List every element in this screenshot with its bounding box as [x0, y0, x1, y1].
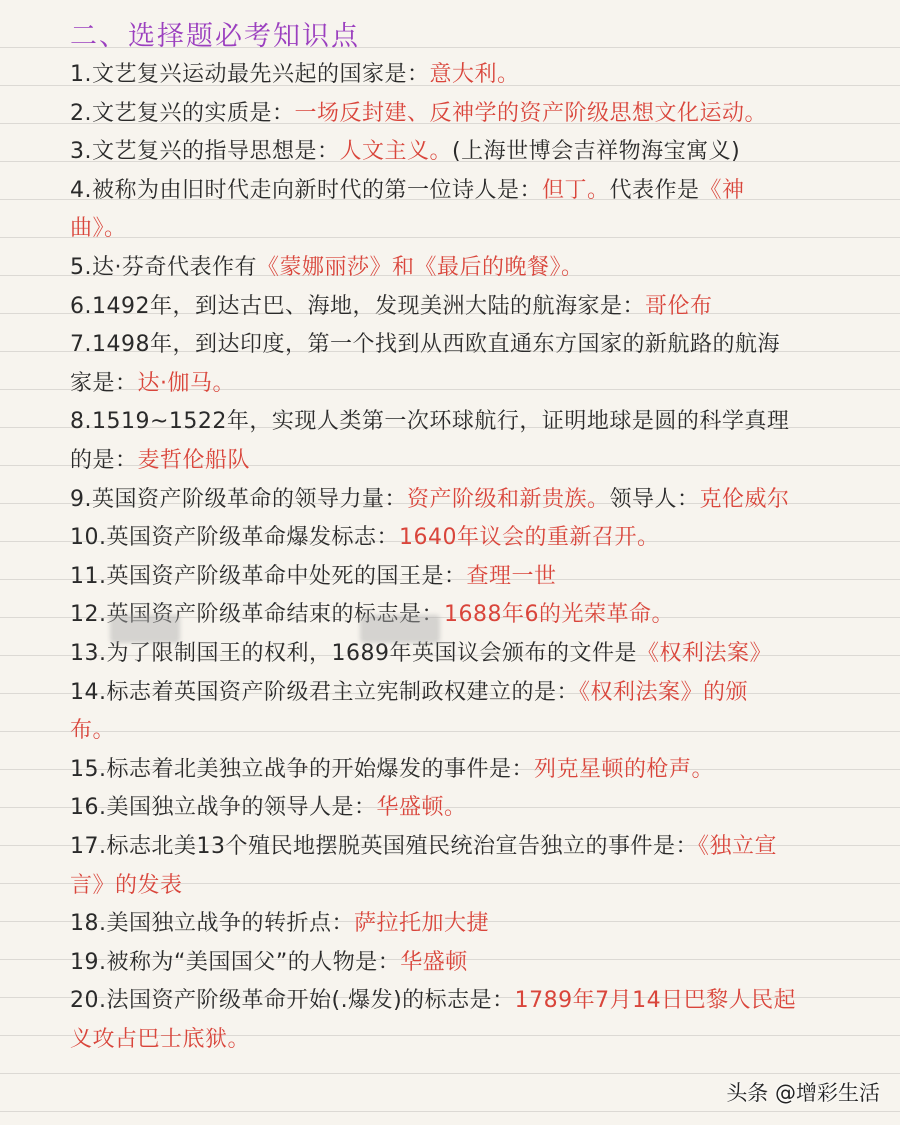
knowledge-line — [70, 99, 767, 129]
knowledge-line — [70, 485, 790, 515]
knowledge-line — [70, 562, 557, 592]
answer-text: 意大利。 — [429, 62, 520, 87]
question-text: 18.美国独立战争的转折点： — [70, 911, 354, 937]
answer-text: 克伦威尔 — [699, 486, 790, 512]
knowledge-line — [70, 1025, 250, 1055]
question-text: 10.英国资产阶级革命爆发标志： — [70, 525, 399, 551]
question-text: 领导人： — [609, 486, 700, 512]
question-text: 6.1492年，到达古巴、海地，发现美洲大陆的航海家是： — [70, 293, 645, 319]
answer-text: 1688年6的光荣革命。 — [444, 602, 674, 628]
knowledge-line — [70, 137, 740, 167]
knowledge-line — [70, 292, 713, 322]
knowledge-line — [70, 639, 772, 669]
knowledge-line — [70, 523, 660, 553]
question-text: 11.英国资产阶级革命中处死的国王是： — [70, 563, 467, 589]
answer-text: 《权利法案》的颁 — [579, 679, 749, 705]
answer-text: 萨拉托加大捷 — [354, 911, 490, 937]
answer-text: 1640年议会的重新召开。 — [399, 525, 660, 551]
question-text: 8.1519~1522年，实现人类第一次环球航行，证明地球是圆的科学真理 — [70, 409, 790, 435]
redacted-blur — [110, 615, 180, 643]
question-text: 12.英国资产阶级革命结束的标志是： — [70, 602, 444, 628]
question-text: 的是： — [70, 448, 138, 473]
question-text: 7.1498年，到达印度，第一个找到从西欧直通东方国家的新航路的航海 — [70, 332, 780, 358]
question-text: 3.文艺复兴的指导思想是： — [70, 139, 340, 165]
answer-text: 查理一世 — [466, 563, 557, 589]
answer-text: 《神 — [699, 177, 745, 203]
knowledge-line — [70, 909, 489, 939]
knowledge-line — [70, 948, 468, 978]
knowledge-line — [70, 253, 584, 283]
question-text: 代表作是 — [609, 177, 700, 203]
answer-text: 曲》。 — [70, 216, 127, 242]
answer-text: 麦哲伦船队 — [137, 448, 251, 473]
section-heading: 二、选择题必考知识点 — [70, 21, 360, 52]
knowledge-line — [70, 369, 235, 399]
knowledge-line — [70, 793, 467, 823]
answer-text: 《独立宣 — [697, 834, 777, 859]
knowledge-line — [70, 60, 520, 90]
knowledge-line — [70, 986, 796, 1016]
knowledge-line — [70, 755, 714, 785]
answer-text: 《蒙娜丽莎》和《最后的晚餐》。 — [256, 255, 584, 280]
question-text: 9.英国资产阶级革命的领导力量： — [70, 486, 407, 512]
question-text: 20.法国资产阶级革命开始(.爆发)的标志是： — [70, 988, 515, 1014]
knowledge-line — [70, 214, 127, 244]
answer-text: 1789年7月14日巴黎人民起 — [514, 988, 797, 1014]
question-text: 13.为了限制国王的权利，1689年英国议会颁布的文件是 — [70, 641, 637, 666]
knowledge-line — [70, 176, 745, 206]
knowledge-line — [70, 716, 115, 746]
question-text: 4.被称为由旧时代走向新时代的第一位诗人是： — [70, 177, 542, 203]
answer-text: 华盛顿 — [400, 949, 468, 975]
answer-text: 资产阶级和新贵族。 — [407, 486, 610, 512]
answer-text: 《权利法案》 — [636, 641, 772, 666]
answer-text: 人文主义。 — [339, 139, 453, 165]
knowledge-line — [70, 407, 789, 437]
question-text: 15.标志着北美独立战争的开始爆发的事件是： — [70, 756, 534, 782]
answer-text: 华盛顿。 — [376, 795, 467, 821]
knowledge-line — [70, 678, 748, 708]
question-text: 19.被称为“美国国父”的人物是： — [70, 949, 401, 975]
answer-text: 哥伦布 — [644, 293, 713, 319]
knowledge-line — [70, 832, 777, 862]
question-text: 17.标志北美13个殖民地摆脱英国殖民统治宣告独立的事件是： — [70, 834, 698, 859]
answer-text: 义攻占巴士底狱。 — [70, 1027, 251, 1052]
answer-text: 一场反封建、反神学的资产阶级思想文化运动。 — [294, 100, 768, 126]
question-text: 1.文艺复兴运动最先兴起的国家是： — [70, 62, 430, 87]
redacted-blur — [360, 615, 440, 643]
question-text: 14.标志着英国资产阶级君主立宪制政权建立的是： — [70, 679, 579, 705]
question-text: 家是： — [70, 370, 138, 396]
answer-text: 布。 — [70, 718, 116, 744]
question-text: 2.文艺复兴的实质是： — [70, 100, 295, 126]
question-text: (上海世博会吉祥物海宝寓义) — [452, 139, 741, 165]
knowledge-line — [70, 330, 780, 360]
knowledge-line — [70, 871, 183, 901]
watermark: 头条 @增彩生活 — [726, 1081, 880, 1105]
answer-text: 言》的发表 — [70, 872, 183, 898]
question-text: 5.达·芬奇代表作有 — [70, 255, 257, 280]
answer-text: 达·伽马。 — [137, 370, 236, 396]
knowledge-line — [70, 446, 250, 476]
question-text: 16.美国独立战争的领导人是： — [70, 795, 377, 821]
answer-text: 列克星顿的枪声。 — [534, 756, 715, 782]
answer-text: 但丁。 — [542, 177, 610, 203]
